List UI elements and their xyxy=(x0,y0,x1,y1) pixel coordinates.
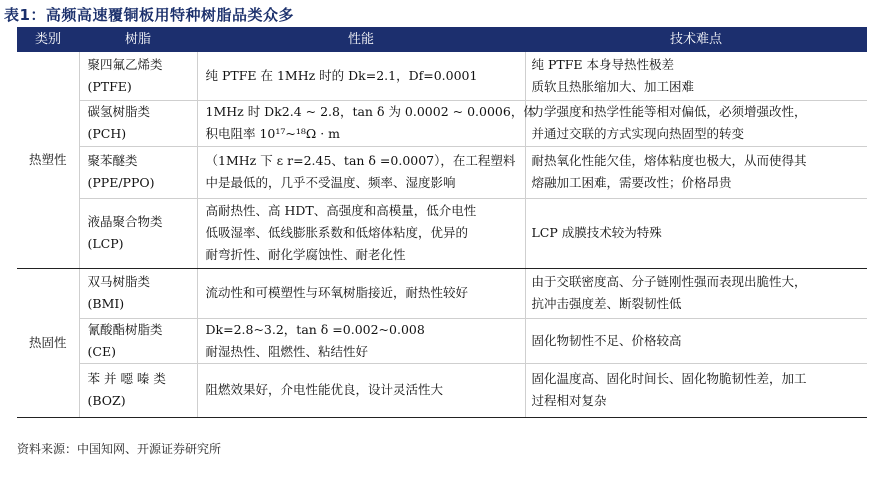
performance-cell-line: 积电阻率 10¹⁷~¹⁸Ω · m xyxy=(205,126,341,141)
resin-cell xyxy=(79,363,197,417)
resin-cell-line: (BOZ) xyxy=(87,393,126,408)
performance-cell-line: 流动性和可模塑性与环氧树脂接近，耐热性较好 xyxy=(205,285,469,300)
performance-cell-line: 高耐热性、高 HDT、高强度和高模量，低介电性 xyxy=(205,203,477,218)
performance-cell-line: 1MHz 时 Dk2.4 ~ 2.8，tan δ 为 0.0002 ~ 0.0006，体 xyxy=(205,104,536,119)
resin-table xyxy=(17,27,867,418)
category-cell: 热固性 xyxy=(17,268,79,417)
resin-cell xyxy=(79,52,197,100)
tech-cell-line: 熔融加工困难，需要改性；价格昂贵 xyxy=(531,175,732,190)
resin-cell-line: 聚四氟乙烯类 xyxy=(87,56,163,72)
resin-cell-line: (LCP) xyxy=(87,236,124,251)
resin-cell-line: 双马树脂类 xyxy=(87,274,151,289)
tech-cell-line: 耐热氧化性能欠佳，熔体粘度也极大，从而使得其 xyxy=(531,153,807,168)
resin-cell-line: 液晶聚合物类 xyxy=(87,214,163,229)
resin-cell xyxy=(79,100,197,146)
tech-cell-line: 质软且热胀缩加大、加工困难 xyxy=(531,78,695,94)
performance-cell xyxy=(197,198,525,268)
tech-cell xyxy=(525,146,867,198)
table-row xyxy=(17,363,867,417)
table-row xyxy=(17,100,867,146)
header-performance: 性能 xyxy=(347,31,374,47)
tech-cell-line: 抗冲击强度差、断裂韧性低 xyxy=(531,296,682,311)
resin-cell-line: (BMI) xyxy=(87,296,125,311)
header-resin: 树脂 xyxy=(124,31,151,47)
table-row xyxy=(17,268,867,318)
resin-cell-line: 聚苯醚类 xyxy=(87,153,138,168)
resin-cell xyxy=(79,146,197,198)
table-row xyxy=(17,198,867,268)
resin-cell-line: (PTFE) xyxy=(87,78,132,94)
header-tech: 技术难点 xyxy=(669,31,722,47)
resin-cell-line: 氰酸酯树脂类 xyxy=(87,321,163,337)
resin-cell-line: (CE) xyxy=(87,343,116,359)
performance-cell-line: 低吸湿率、低线膨胀系数和低熔体粘度，优异的 xyxy=(205,225,469,240)
table-row xyxy=(17,52,867,100)
tech-cell-line: 固化物韧性不足、价格较高 xyxy=(531,332,682,348)
tech-cell-line: LCP 成膜技术较为特殊 xyxy=(531,225,662,240)
resin-cell-line: 苯 并 噁 嗪 类 xyxy=(87,371,166,386)
performance-cell-line: Dk=2.8~3.2，tan δ =0.002~0.008 xyxy=(205,321,425,337)
table-header-row xyxy=(17,27,867,52)
performance-cell xyxy=(197,52,525,100)
resin-cell xyxy=(79,318,197,363)
table-row xyxy=(17,318,867,363)
performance-cell xyxy=(197,318,525,363)
performance-cell-line: 阻燃效果好，介电性能优良，设计灵活性大 xyxy=(205,382,444,397)
table-title: 表1：高频高速覆铜板用特种树脂品类众多 xyxy=(4,6,294,24)
performance-cell xyxy=(197,268,525,318)
tech-cell-line: 过程相对复杂 xyxy=(531,393,607,408)
performance-cell-line: 耐湿热性、阻燃性、粘结性好 xyxy=(205,343,369,359)
performance-cell xyxy=(197,363,525,417)
tech-cell-line: 并通过交联的方式实现向热固型的转变 xyxy=(531,126,745,141)
resin-cell-line: 碳氢树脂类 xyxy=(87,104,151,119)
tech-cell-line: 由于交联密度高、分子链刚性强而表现出脆性大， xyxy=(531,274,807,289)
performance-cell-line: （1MHz 下 ε r=2.45、tan δ =0.0007），在工程塑料 xyxy=(205,153,516,168)
tech-cell xyxy=(525,363,867,417)
category-cell: 热塑性 xyxy=(17,52,79,268)
performance-cell xyxy=(197,146,525,198)
performance-cell xyxy=(197,100,536,146)
tech-cell xyxy=(525,52,867,100)
table-body xyxy=(17,52,867,417)
tech-cell-line: 力学强度和热学性能等相对偏低，必须增强改性， xyxy=(531,104,807,119)
tech-cell xyxy=(525,268,867,318)
resin-cell xyxy=(79,268,197,318)
table-row xyxy=(17,146,867,198)
tech-cell xyxy=(525,100,867,146)
performance-cell-line: 纯 PTFE 在 1MHz 时的 Dk=2.1，Df=0.0001 xyxy=(205,67,478,83)
performance-cell-line: 中是最低的，几乎不受温度、频率、湿度影响 xyxy=(205,175,456,190)
tech-cell-line: 固化温度高、固化时间长、固化物脆韧性差，加工 xyxy=(531,371,807,386)
tech-cell xyxy=(525,198,867,268)
header-category: 类别 xyxy=(34,31,61,47)
resin-cell-line: (PCH) xyxy=(87,126,127,141)
resin-cell xyxy=(79,198,197,268)
resin-cell-line: (PPE/PPO) xyxy=(87,175,155,190)
tech-cell xyxy=(525,318,867,363)
performance-cell-line: 耐弯折性、耐化学腐蚀性、耐老化性 xyxy=(205,247,406,262)
source-note: 资料来源：中国知网、开源证券研究所 xyxy=(17,442,222,456)
tech-cell-line: 纯 PTFE 本身导热性极差 xyxy=(531,56,674,72)
